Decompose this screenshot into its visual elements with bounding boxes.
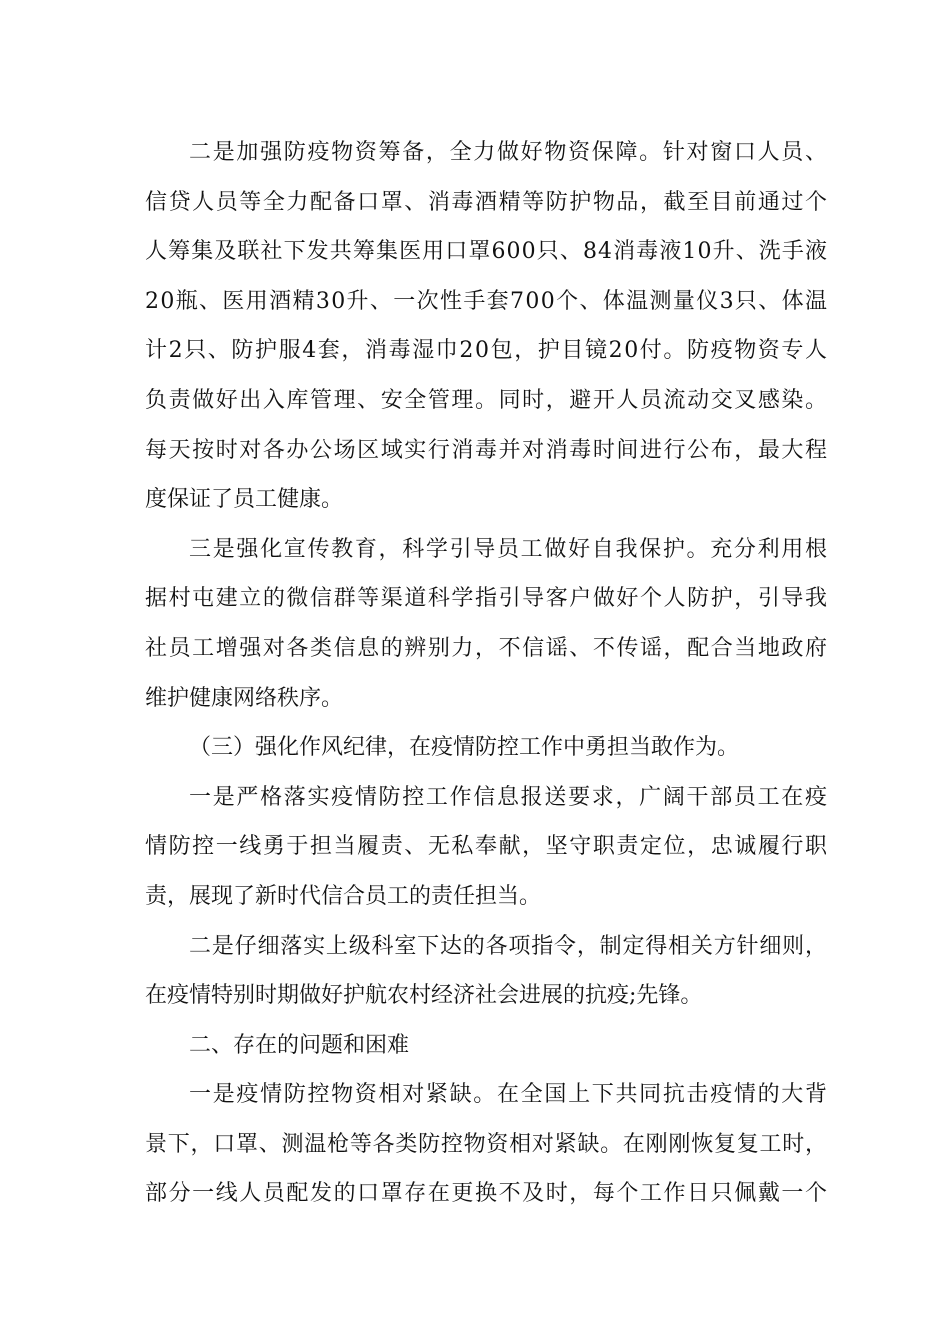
paragraph-line [145,574,827,624]
paragraph-line [145,674,827,724]
paragraph-line [145,128,827,178]
line-text: 每天按时对各办公场区域实行消毒并对消毒时间进行公布，最大程 [145,437,829,463]
paragraph-line [145,1070,827,1120]
line-text: 度保证了员工健康。 [145,487,344,513]
line-text: 人筹集及联社下发共筹集医用口罩600只、84消毒液10升、洗手液 [145,239,829,265]
paragraph-line [145,971,827,1021]
line-text: 一是疫情防控物资相对紧缺。在全国上下共同抗击疫情的大背 [189,1082,829,1108]
line-text: 部分一线人员配发的口罩存在更换不及时，每个工作日只佩戴一个 [145,1181,829,1207]
line-text: 社员工增强对各类信息的辨别力，不信谣、不传谣，配合当地政府 [145,635,829,661]
line-text: 三是强化宣传教育，科学引导员工做好自我保护。充分利用根 [189,536,829,562]
paragraph-line [145,525,827,575]
paragraph-line [145,822,827,872]
paragraph-line [145,1120,827,1170]
line-text: （三）强化作风纪律，在疫情防控工作中勇担当敢作为。 [189,735,740,761]
line-text: 20瓶、医用酒精30升、一次性手套700个、体温测量仪3只、体温 [145,288,829,314]
paragraph-line [145,178,827,228]
line-text: 信贷人员等全力配备口罩、消毒酒精等防护物品，截至目前通过个 [145,189,829,215]
line-text: 据村屯建立的微信群等渠道科学指引导客户做好个人防护，引导我 [145,586,829,612]
line-text: 责，展现了新时代信合员工的责任担当。 [145,883,542,909]
paragraph-line [145,922,827,972]
line-text: 二、存在的问题和困难 [189,1032,410,1058]
paragraph-line [145,277,827,327]
paragraph-line [145,1021,827,1071]
line-text: 负责做好出入库管理、安全管理。同时，避开人员流动交叉感染。 [145,387,829,413]
paragraph-line [145,1169,827,1219]
paragraph-line [145,326,827,376]
paragraph-line [145,376,827,426]
line-text: 景下，口罩、测温枪等各类防控物资相对紧缺。在刚刚恢复复工时， [145,1131,828,1157]
line-text: 在疫情特别时期做好护航农村经济社会进展的抗疫;先锋。 [145,983,703,1009]
paragraph-line [145,227,827,277]
paragraph-line [145,773,827,823]
paragraph-line [145,475,827,525]
line-text: 二是加强防疫物资筹备，全力做好物资保障。针对窗口人员、 [189,140,829,165]
line-text: 维护健康网络秩序。 [145,685,344,711]
paragraph-line [145,723,827,773]
line-text: 二是仔细落实上级科室下达的各项指令，制定得相关方针细则， [189,933,828,959]
line-text: 一是严格落实疫情防控工作信息报送要求，广阔干部员工在疫 [189,784,829,810]
paragraph-line [145,426,827,476]
paragraph-line [145,872,827,922]
paragraph-line [145,624,827,674]
line-text: 情防控一线勇于担当履责、无私奉献，坚守职责定位，忠诚履行职 [145,834,829,860]
line-text: 计2只、防护服4套，消毒湿巾20包，护目镜20付。防疫物资专人 [145,338,829,364]
document-body [145,128,827,1219]
